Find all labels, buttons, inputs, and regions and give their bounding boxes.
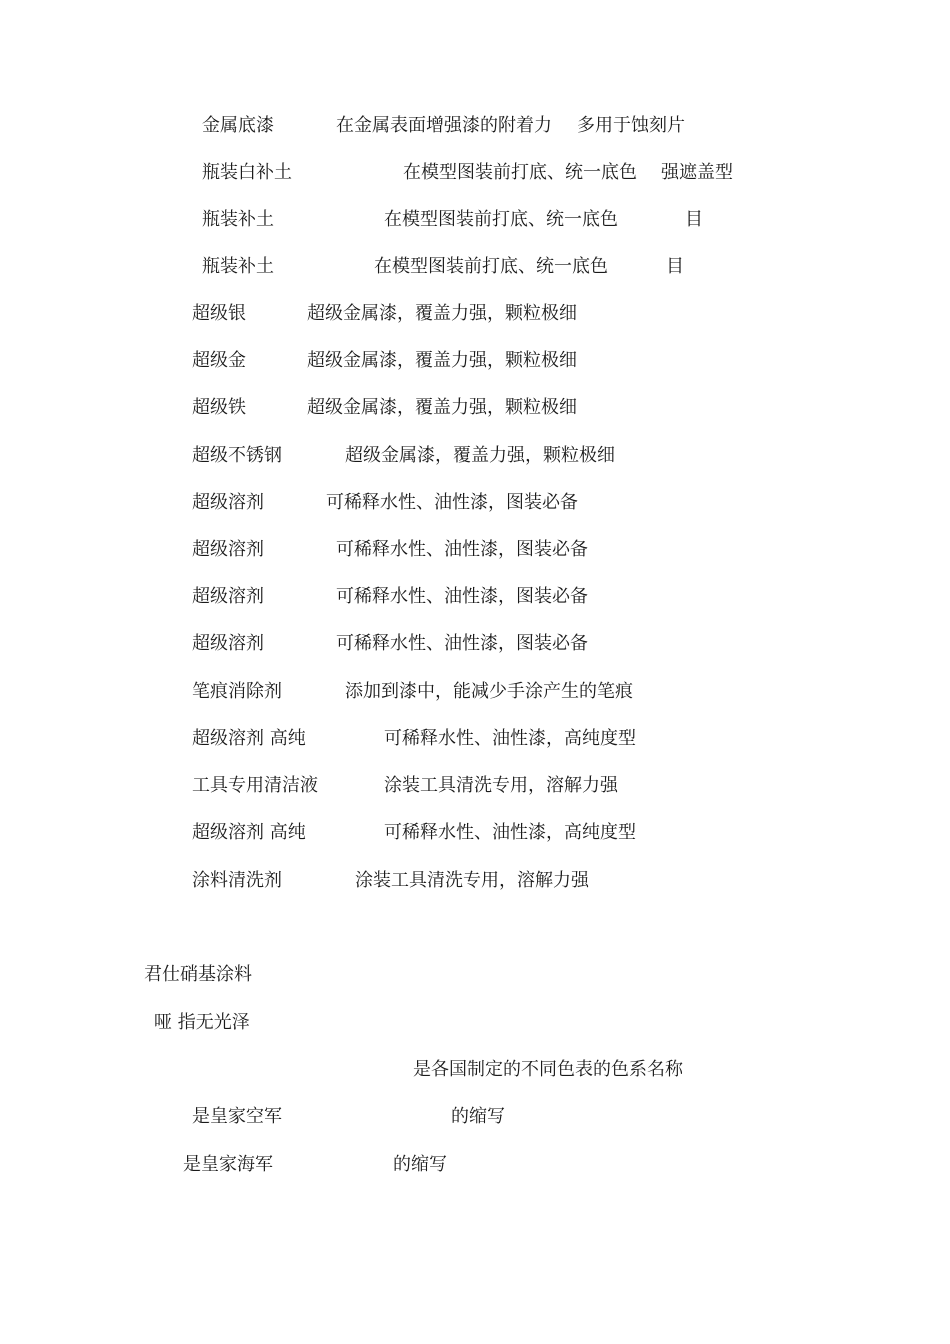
product-name: 超级铁 [192,397,246,418]
product-name: 超级溶剂 [192,633,264,654]
rn-note-prefix: 是皇家海军 [183,1154,273,1175]
product-description: 可稀释水性、油性漆，图装必备 [336,539,588,560]
product-name: 笔痕消除剂 [192,681,282,702]
product-description: 可稀释水性、油性漆，高纯度型 [384,728,636,749]
product-name: 瓶装补土 [202,209,274,230]
product-name: 超级溶剂 高纯 [192,728,306,749]
product-name: 工具专用清洁液 [192,775,318,796]
product-extra: 目 [685,209,703,230]
product-description: 可稀释水性、油性漆，图装必备 [326,492,578,513]
raf-note-prefix: 是皇家空军 [192,1106,282,1127]
product-description: 可稀释水性、油性漆，高纯度型 [384,822,636,843]
product-name: 瓶装白补土 [202,162,292,183]
product-name: 超级溶剂 [192,586,264,607]
raf-note-suffix: 的缩写 [451,1106,505,1127]
product-description: 超级金属漆，覆盖力强，颗粒极细 [307,303,577,324]
section-heading: 君仕硝基涂料 [144,964,252,985]
product-name: 超级溶剂 [192,492,264,513]
product-name: 超级不锈钢 [192,445,282,466]
product-name: 涂料清洗剂 [192,870,282,891]
product-extra: 多用于蚀刻片 [577,115,685,136]
product-description: 涂装工具清洗专用，溶解力强 [355,870,589,891]
product-description: 在模型图装前打底、统一底色 [384,209,618,230]
product-description: 在金属表面增强漆的附着力 [336,115,552,136]
product-name: 超级溶剂 高纯 [192,822,306,843]
matte-note: 哑 指无光泽 [154,1012,250,1033]
product-description: 超级金属漆，覆盖力强，颗粒极细 [307,350,577,371]
product-description: 在模型图装前打底、统一底色 [403,162,637,183]
product-name: 超级银 [192,303,246,324]
product-name: 金属底漆 [202,115,274,136]
rn-note-suffix: 的缩写 [393,1154,447,1175]
product-description: 超级金属漆，覆盖力强，颗粒极细 [307,397,577,418]
product-extra: 目 [666,256,684,277]
product-description: 添加到漆中，能减少手涂产生的笔痕 [345,681,633,702]
product-description: 可稀释水性、油性漆，图装必备 [336,586,588,607]
product-name: 超级金 [192,350,246,371]
product-description: 涂装工具清洗专用，溶解力强 [384,775,618,796]
product-description: 可稀释水性、油性漆，图装必备 [336,633,588,654]
product-description: 在模型图装前打底、统一底色 [374,256,608,277]
color-systems-note: 是各国制定的不同色表的色系名称 [413,1059,683,1080]
product-extra: 强遮盖型 [661,162,733,183]
product-description: 超级金属漆，覆盖力强，颗粒极细 [345,445,615,466]
product-name: 超级溶剂 [192,539,264,560]
product-name: 瓶装补土 [202,256,274,277]
